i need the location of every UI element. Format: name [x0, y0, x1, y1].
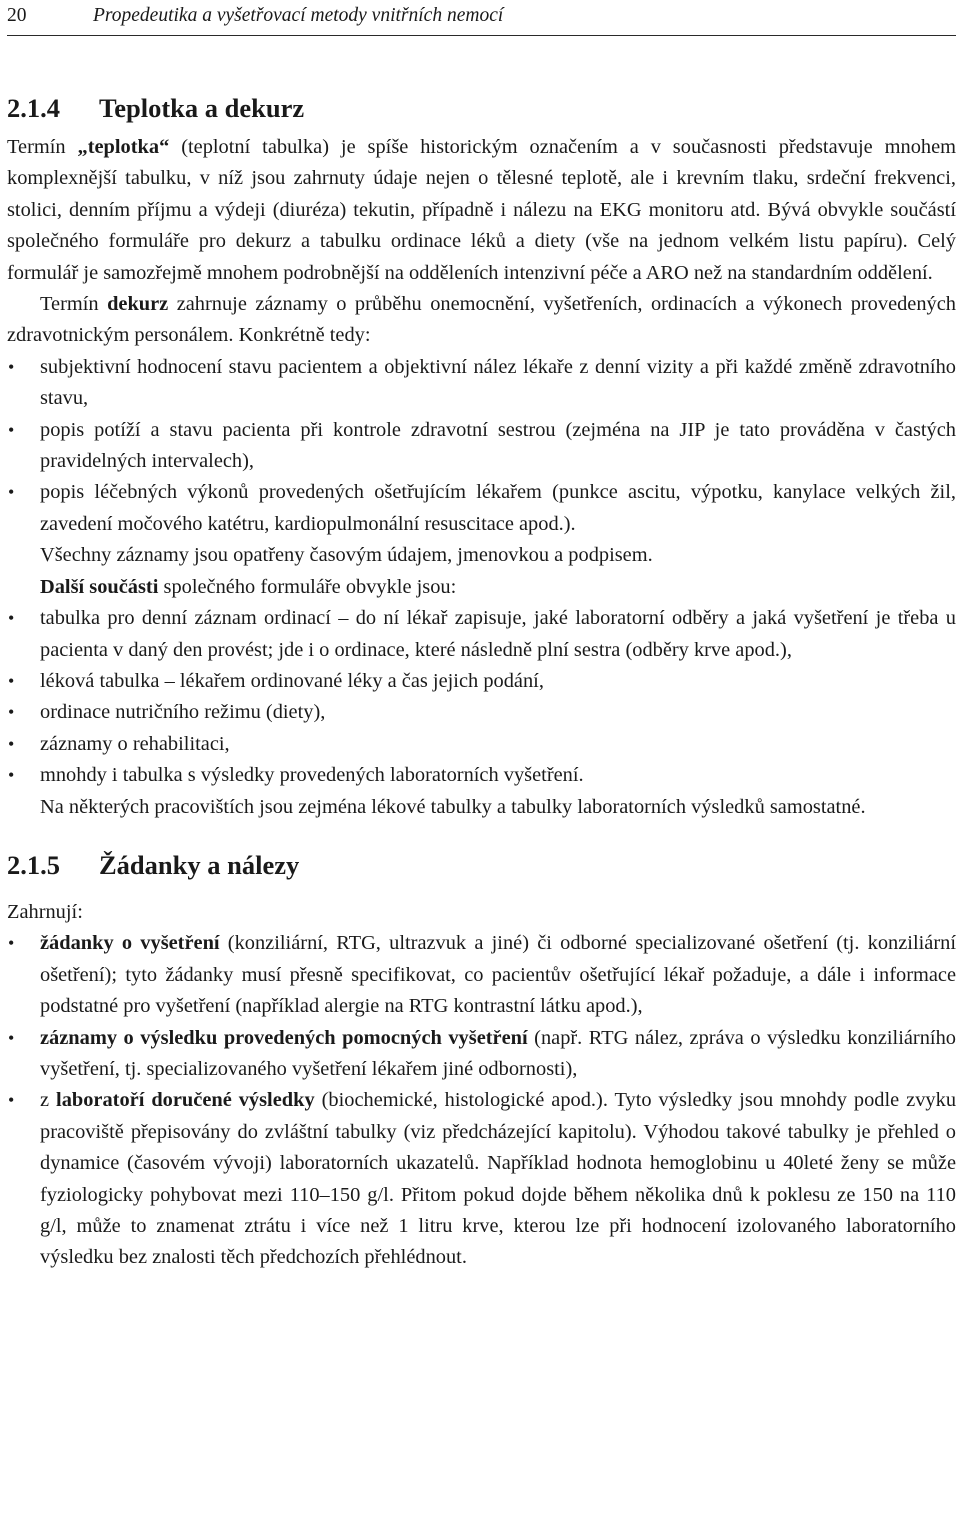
paragraph-zaznamy: Všechny záznamy jsou opatřeny časovým údajem, jmenovkou a podpisem.: [40, 544, 653, 567]
list-item-text: záznamy o rehabilitaci,: [40, 732, 230, 755]
list-item-text: popis léčebných výkonů provedených ošetřujícím lékařem (punkce ascitu, výpotku, kanylace velkých žil, zavedení močového katétru, kardiopulmonální resuscitace apod.).: [40, 481, 956, 535]
paragraph-dekurz: [7, 289, 956, 352]
page-content: [7, 88, 956, 1274]
bullet-icon: •: [8, 608, 15, 629]
bullet-icon: •: [8, 1027, 15, 1048]
term: laboratoří doručené výsledky: [56, 1089, 315, 1112]
running-header: [7, 4, 503, 28]
term-dalsi-soucasti: Další součásti: [40, 575, 159, 598]
section-heading-2-1-4: [7, 88, 956, 128]
bullet-icon: •: [8, 1090, 15, 1111]
term-teplotka: „teplotka“: [77, 136, 170, 158]
list-item-text: tabulka pro denní záznam ordinací – do ní lékař zapisuje, jaké laboratorní odběry a jaká vyšetření je třeba u pacienta v daný den provést; jde i o ordinace, které následně plní sestra (odběry krve apod.),: [40, 607, 956, 661]
header-rule: [7, 35, 956, 36]
bullet-icon: •: [8, 670, 15, 691]
section-heading-2-1-5: [7, 845, 956, 885]
list-item: [7, 603, 956, 666]
list-item-text: ordinace nutričního režimu (diety),: [40, 701, 326, 724]
bullet-icon: •: [8, 419, 15, 440]
list-item-text: léková tabulka – lékařem ordinované léky a čas jejich podání,: [40, 669, 544, 692]
dekurz-list: [7, 352, 956, 540]
list-item-text: subjektivní hodnocení stavu pacientem a objektivní nález lékaře z denní vizity a při každé změně zdravotního stavu,: [40, 355, 956, 410]
text: (např. RTG nález, zpráva o výsledku konziliárního vyšetření, tj. specializovaného vyšetření lékařem jiné odbornosti),: [40, 1026, 956, 1080]
list-item: [7, 477, 956, 540]
term: žádanky o vyšetření: [40, 932, 220, 955]
text: z: [40, 1089, 57, 1112]
list-item: [7, 1023, 956, 1086]
bullet-icon: •: [8, 933, 15, 954]
bullet-icon: •: [8, 356, 15, 377]
page-number: 20: [7, 5, 27, 26]
formular-list: [7, 603, 956, 791]
list-item: [7, 1085, 956, 1273]
term: záznamy o výsledku provedených pomocných vyšetření: [40, 1026, 528, 1049]
paragraph-pracoviste: Na některých pracovištích jsou zejména lékové tabulky a tabulky laboratorních výsledků samostatné.: [40, 795, 866, 818]
text: (teplotní tabulka) je spíše historickým označením a v současnosti představuje mnohem komplexnější tabulku, v níž jsou zahrnuty údaje nejen o tělesné teplotě, ale i krevním tlaku, srdeční frekvenci, stolici, denním příjmu a výdeji (diuréza) tekutin, případně i nálezu na EKG monitoru atd. Bývá obvykle součástí společného formuláře pro dekurz a tabulku ordinace léků a diety (vše na jednom velkém listu papíru). Celý formulář je samozřejmě mnohem podrobnější na odděleních intenzivní péče a ARO než na standardním oddělení.: [7, 136, 956, 284]
section-number: 2.1.4: [7, 93, 60, 123]
list-item: [7, 760, 956, 791]
bullet-icon: •: [8, 482, 15, 503]
list-item: [7, 697, 956, 728]
text: (konziliární, RTG, ultrazvuk a jiné) či odborné specializované ošetření (tj. konziliární ošetření); tyto žádanky musí přesně specifikovat, co pacientův ošetřující lékař požaduje, a dále i informace podstatné pro vyšetření (například alergie na RTG kontrastní látku apod.),: [40, 932, 956, 1018]
list-item-text: popis potíží a stavu pacienta při kontrole zdravotní sestrou (zejména na JIP je tato prováděna v častých pravidelných intervalech),: [40, 418, 956, 473]
text: Termín: [40, 293, 108, 316]
book-title: Propedeutika a vyšetřovací metody vnitřních nemocí: [93, 5, 504, 26]
section-title: Teplotka a dekurz: [99, 93, 305, 123]
text: zahrnuje záznamy o průběhu onemocnění, vyšetřeních, ordinacích a výkonech provedených zdravotnickým personálem. Konkrétně tedy:: [7, 293, 956, 347]
bullet-icon: •: [8, 733, 15, 754]
list-item: [7, 415, 956, 478]
term-dekurz: dekurz: [107, 293, 169, 316]
list-item: [7, 928, 956, 1022]
list-item-text: mnohdy i tabulka s výsledky provedených laboratorních vyšetření.: [40, 764, 584, 787]
text: společného formuláře obvykle jsou:: [158, 575, 457, 598]
paragraph-dalsi-soucasti: [7, 572, 956, 603]
list-item: [7, 729, 956, 760]
zadanky-list: [7, 928, 956, 1273]
text: (biochemické, histologické apod.). Tyto výsledky jsou mnohdy podle zvyku pracoviště přepisovány do zvláštní tabulky (viz předcházející kapitolu). Výhodou takové tabulky je přehled o dynamice (časovém vývoji) laboratorních ukazatelů. Například hodnota hemoglobinu u 40leté ženy se může fyziologicky pohybovat mezi 110–150 g/l. Přitom pokud dojde během několika dnů k poklesu ze 150 na 110 g/l, může to znamenat ztrátu i více než 1 litru krve, kterou lze při hodnocení izolovaného laboratorního výsledku bez znalosti těch předchozích přehlédnout.: [40, 1089, 957, 1269]
text: Termín: [7, 136, 78, 158]
section-title: Žádanky a nálezy: [99, 849, 300, 880]
bullet-icon: •: [8, 765, 15, 786]
list-item: [7, 352, 956, 415]
list-item: [7, 666, 956, 697]
paragraph-zahrnuji: Zahrnují:: [7, 900, 83, 923]
bullet-icon: •: [8, 702, 15, 723]
paragraph-teplotka: [7, 132, 956, 289]
section-number: 2.1.5: [7, 849, 60, 880]
